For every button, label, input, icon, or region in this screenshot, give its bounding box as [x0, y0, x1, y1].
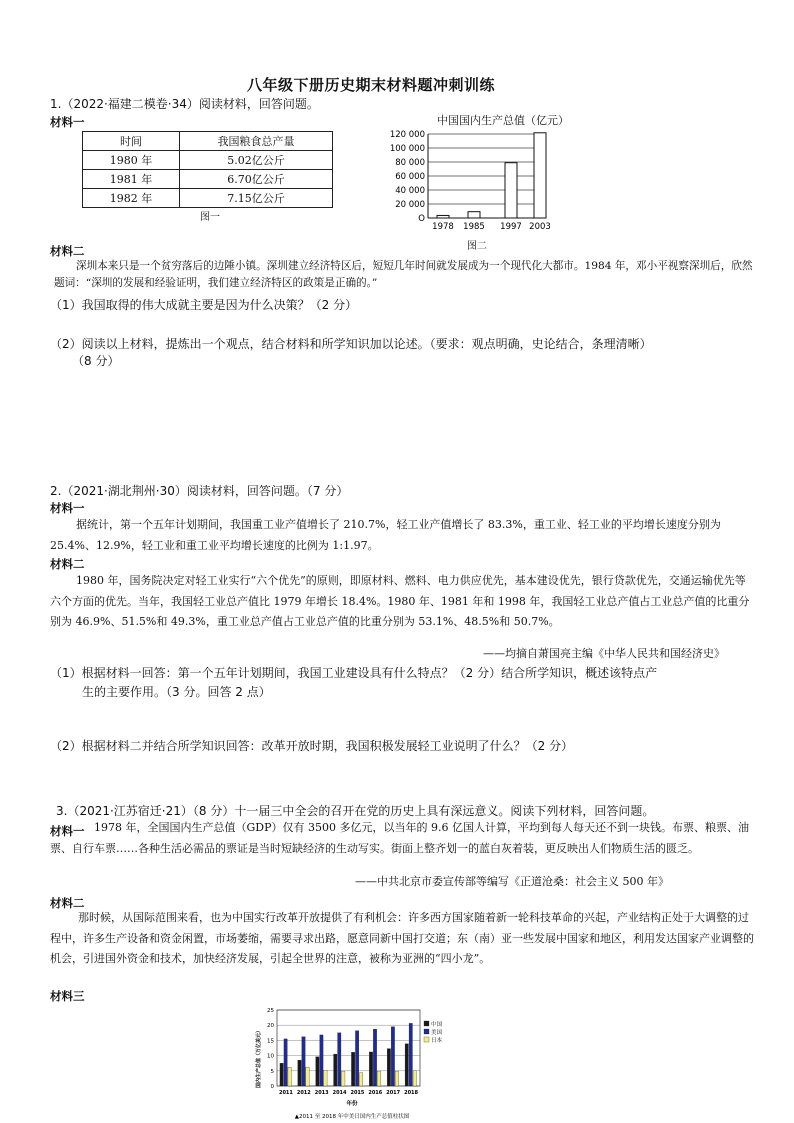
y-tick-label: 80 000 — [395, 158, 425, 168]
q3-material2-text: 那时候，从国际范围来看，也为中国实行改革开放提供了有利机会：许多西方国家随着新一轮科技革命的兴起，产业结构正处于大调整的过程中，许多生产设备和资金闲置，市场萎缩，需要寻求出路，愿意同新中国打交道；东（南）亚一些发展中国家和地区，利用发达国家产业调整的机会，引进国外资金和技术，加快经济发展，引起全世界的注意，被称为亚洲的“四小龙”。 — [50, 911, 754, 965]
q1-sub1: （1）我国取得的伟大成就主要是因为什么决策？（2 分） — [50, 298, 358, 312]
table-header-time: 时间 — [83, 132, 180, 151]
gdp-chart-title: 中国国内生产总值（亿元） — [437, 114, 569, 127]
y-tick-label: 20 000 — [395, 200, 425, 210]
page-title: 八年级下册历史期末材料题冲刺训练 — [247, 76, 496, 94]
x-tick-label: 2012 — [296, 1090, 311, 1096]
q3-stem: 3.（2021·江苏宿迁·21）（8 分）十一届三中全会的召开在党的历史上具有深远意义。阅读下列材料，回答问题。 — [56, 804, 655, 818]
bar-日本-2017 — [395, 1071, 398, 1086]
legend-swatch — [424, 1021, 429, 1026]
y-tick-label: 5 — [270, 1068, 274, 1075]
q3-source: ——中共北京市委宣传部等编写《正道沧桑：社会主义 500 年》 — [355, 875, 669, 888]
bar-中国-2013 — [316, 1057, 319, 1086]
table-cell: 1982 年 — [83, 189, 180, 208]
x-tick-label: 1978 — [432, 222, 454, 232]
bar-日本-2012 — [306, 1067, 309, 1086]
q2-stem: 2.（2021·湖北荆州·30）阅读材料，回答问题。（7 分） — [50, 484, 349, 498]
bar-日本-2015 — [359, 1073, 362, 1086]
bar-中国-2018 — [405, 1044, 408, 1086]
x-tick-label: 2015 — [350, 1090, 365, 1096]
bar-中国-2017 — [387, 1049, 390, 1086]
gdp-chart-caption: 图二 — [467, 241, 487, 252]
legend-swatch — [424, 1029, 429, 1034]
y-tick-label: 120 000 — [389, 130, 425, 140]
x-tick-label: 1985 — [463, 222, 485, 232]
table-cell: 1980 年 — [83, 151, 180, 170]
bar-美国-2017 — [391, 1027, 394, 1086]
bar-1997 — [505, 163, 517, 218]
legend-label: 日本 — [431, 1038, 443, 1044]
q1-material1-label: 材料一 — [50, 115, 85, 129]
y-tick-label: 0 — [270, 1084, 274, 1090]
q2-source: ——均摘自萧国亮主编《中华人民共和国经济史》 — [483, 647, 725, 660]
bar-1985 — [468, 212, 480, 218]
bar-日本-2016 — [377, 1071, 380, 1086]
gdp-comparison-chart — [252, 1000, 462, 1122]
q1-stem: 1.（2022·福建二模卷·34）阅读材料，回答问题。 — [50, 97, 319, 111]
table-header-output: 我国粮食总产量 — [180, 132, 333, 151]
table-row — [83, 189, 333, 208]
table-cell: 6.70亿公斤 — [180, 170, 333, 189]
q3-material3-label: 材料三 — [50, 989, 85, 1003]
q2-material1-label: 材料一 — [50, 501, 85, 515]
table-cell: 5.02亿公斤 — [180, 151, 333, 170]
chart-caption: ▲2011 至 2018 年中美日国内生产总值柱状图 — [294, 1114, 410, 1120]
x-tick-label: 2014 — [332, 1090, 347, 1096]
bar-中国-2012 — [298, 1060, 301, 1086]
table-cell: 7.15亿公斤 — [180, 189, 333, 208]
bar-中国-2016 — [369, 1052, 372, 1086]
bar-美国-2014 — [338, 1033, 341, 1086]
x-tick-label: 2017 — [386, 1090, 401, 1096]
q2-material1-text: 据统计，第一个五年计划期间，我国重工业产值增长了 210.7%，轻工业产值增长了 83.3%，重工业、轻工业的平均增长速度分别为 25.4%、12.9%，轻工业和重工业平均增长速度的比例为 1:1.97。 — [50, 518, 721, 552]
bar-美国-2015 — [355, 1031, 358, 1086]
q3-material1-text: 1978 年，全国国内生产总值（GDP）仅有 3500 多亿元，以当年的 9.6 亿国人计算，平均到每人每天还不到一块钱。布票、粮票、油票、自行车票……各种生活必需品的票证是当时短缺经济的生动写实。街面上整齐划一的蓝白灰着装，更反映出人们物质生活的匮乏。 — [50, 821, 749, 855]
y-axis-label: 国内生产总值（万亿美元） — [256, 1027, 262, 1089]
table-row — [83, 170, 333, 189]
q3-material1-label: 材料一 — [50, 824, 85, 838]
y-tick-label: 40 000 — [395, 186, 425, 196]
x-tick-label: 1997 — [500, 222, 522, 232]
bar-美国-2012 — [302, 1037, 305, 1086]
q2-material2-label: 材料二 — [50, 557, 85, 571]
table-cell: 1981 年 — [83, 170, 180, 189]
y-tick-label: 60 000 — [395, 172, 425, 182]
bar-日本-2013 — [324, 1070, 327, 1086]
table-row — [83, 151, 333, 170]
y-tick-label: 15 — [267, 1038, 274, 1045]
y-tick-label: O — [418, 214, 425, 224]
bar-美国-2013 — [320, 1035, 323, 1086]
gdp-bar-chart — [380, 126, 580, 250]
q1-sub2-line2: （8 分） — [72, 354, 120, 368]
q2-material2-text: 1980 年，国务院决定对轻工业实行“六个优先”的原则，即原材料、燃料、电力供应优先，基本建设优先，银行贷款优先，交通运输优先等六个方面的优先。当年，我国轻工业总产值比 1979 年增长 18.4%。1980 年、1981 年和 1998 年，我国轻工业总产值占工业总产值的比重分别为 46.9%、51.5%和 49.3%，重工业总产值占工业总产值的比重分别为 53.1%、48.5%和 50.7%。 — [50, 574, 750, 628]
bar-中国-2011 — [280, 1063, 283, 1086]
legend-label: 中国 — [431, 1022, 443, 1028]
y-tick-label: 100 000 — [389, 144, 425, 154]
q2-sub2: （2）根据材料二并结合所学知识回答：改革开放时期，我国积极发展轻工业说明了什么？（2 分） — [50, 739, 574, 753]
x-axis-label: 年份 — [346, 1101, 358, 1107]
grain-output-table — [82, 131, 333, 208]
x-tick-label: 2003 — [529, 222, 551, 232]
y-tick-label: 10 — [267, 1053, 274, 1060]
q1-material2-label: 材料二 — [50, 244, 85, 258]
q2-sub1-line1: （1）根据材料一回答：第一个五年计划期间，我国工业建设具有什么特点？（2 分）结合所学知识，概述该特点产 — [50, 666, 658, 680]
legend-label: 美国 — [431, 1030, 443, 1036]
bar-美国-2016 — [373, 1029, 376, 1086]
bar-美国-2011 — [284, 1039, 287, 1086]
x-tick-label: 2018 — [404, 1090, 419, 1096]
x-tick-label: 2016 — [368, 1090, 383, 1096]
bar-日本-2011 — [288, 1067, 291, 1086]
x-tick-label: 2011 — [278, 1090, 293, 1096]
bar-日本-2014 — [342, 1071, 345, 1086]
q3-material2-label: 材料二 — [50, 896, 85, 910]
bar-中国-2014 — [334, 1054, 337, 1086]
q1-sub2-line1: （2）阅读以上材料，提炼出一个观点，结合材料和所学知识加以论述。（要求：观点明确，史论结合，条理清晰） — [50, 337, 652, 351]
q1-material2-text: 深圳本来只是一个贫穷落后的边陲小镇。深圳建立经济特区后，短短几年时间就发展成为一个现代化大都市。1984 年，邓小平视察深圳后，欣然题词：“深圳的发展和经验证明，我们建立经济特区的政策是正确的。” — [54, 260, 753, 289]
legend-swatch — [424, 1037, 429, 1042]
bar-日本-2018 — [413, 1071, 416, 1086]
y-tick-label: 25 — [267, 1008, 274, 1014]
bar-2003 — [534, 133, 546, 218]
bar-美国-2018 — [409, 1023, 412, 1086]
x-tick-label: 2013 — [314, 1090, 329, 1096]
bar-中国-2015 — [351, 1052, 354, 1086]
q2-sub1-line2: 生的主要作用。（3 分。回答 2 点） — [82, 685, 271, 699]
table-caption: 图一 — [200, 212, 220, 223]
y-tick-label: 20 — [267, 1023, 274, 1030]
